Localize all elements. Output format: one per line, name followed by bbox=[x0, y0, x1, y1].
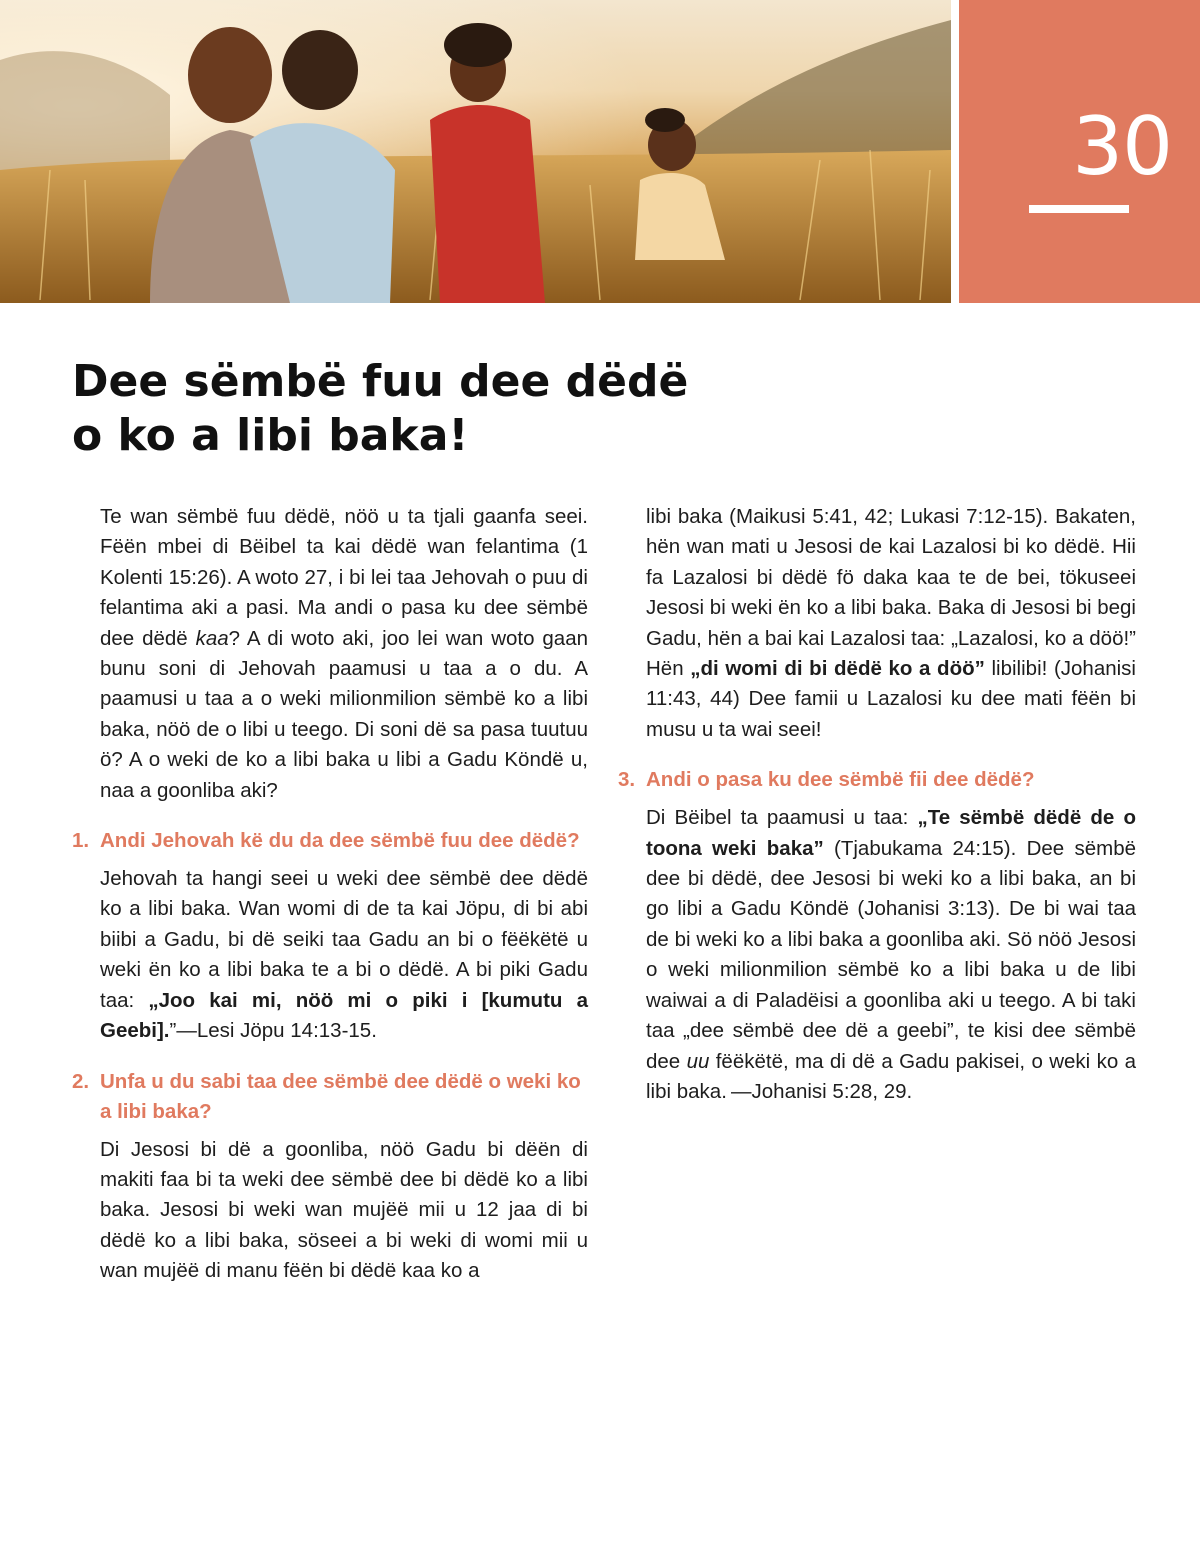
answer-2-paragraph-part-2: libi baka (Maikusi 5:41, 42; Lukasi 7:12-15). Bakaten, hën wan mati u Jesosi de kai Lazalosi bi ko dëdë. Hii fa Lazalosi bi dëdë fö daka kaa te de bei, tökuseei Jesosi bi weki ën ko a libi baka. Baka di Jesosi bi begi Gadu, hën a bai kai Lazalosi taa: „Lazalosi, ko a döö!” Hën „di womi di bi dëdë ko a döö” libilibi! (Johanisi 11:43, 44) Dee famii u Lazalosi ku dee mati fëën bi musu u ta wai seei! bbox=[646, 505, 1136, 741]
intro-paragraph: Te wan sëmbë fuu dëdë, nöö u ta tjali gaanfa seei. Fëën mbei di Bëibel ta kai dëdë wan felantima (1 Kolenti 15:26). A woto 27, i bi lei taa Jehovah o puu di felantima aki a pasi. Ma andi o pasa ku dee sëmbë dee dëdë kaa? A di woto aki, joo lei wan woto gaan bunu soni di Jehovah paamusi u taa a o du. A paamusi u taa a o weki milionmilion sëmbë ko a libi baka, nöö de o libi u teego. Di soni dë sa pasa tuutuu ö? A o weki de ko a libi baka u libi a Gadu Köndë u, naa a goonliba aki? bbox=[100, 505, 588, 802]
chapter-number: 30 bbox=[1072, 100, 1172, 193]
left-column bbox=[72, 502, 588, 1287]
question-3 bbox=[618, 765, 1136, 795]
photo-illustration bbox=[0, 0, 951, 303]
title-line-2: o ko a libi baka! bbox=[72, 410, 469, 461]
right-column bbox=[618, 502, 1136, 1107]
question-text: Andi Jehovah kë du da dee sëmbë fuu dee dëdë? bbox=[100, 829, 580, 853]
page-title bbox=[72, 355, 772, 463]
question-2 bbox=[72, 1067, 588, 1127]
question-number: 2. bbox=[72, 1069, 90, 1093]
question-text: Andi o pasa ku dee sëmbë fii dee dëdë? bbox=[646, 768, 1035, 792]
question-number: 1. bbox=[72, 829, 90, 853]
chapter-badge bbox=[959, 0, 1200, 303]
answer-1-paragraph: Jehovah ta hangi seei u weki dee sëmbë dee dëdë ko a libi baka. Wan womi di de ta kai Jöpu, di bi abi biibi a Gadu, bi dë seiki taa Gadu an bi o fëëkëtë u weki ën ko a libi baka te a bi o dëdë. A bi piki Gadu taa: „Joo kai mi, nöö mi o piki i [kumutu a Geebi].”—Lesi Jöpu 14:13-15. bbox=[100, 867, 588, 1043]
answer-3-paragraph: Di Bëibel ta paamusi u taa: „Te sëmbë dëdë de o toona weki baka” (Tjabukama 24:15). Dee sëmbë dee bi dëdë, dee Jesosi bi weki ko a libi baka, an bi go libi a Gadu Köndë (Johanisi 3:13). De bi wai taa de bi weki ko a libi baka a goonliba aki. Sö nöö Jesosi o weki milionmilion sëmbë ko a libi baka u de libi waiwai a di Paladëisi a goonliba aki u teego. A bi taki taa „dee sëmbë dee dë a geebi”, te kisi dee sëmbë dee uu fëëkëtë, ma di dë a Gadu pakisei, o weki ko a libi baka. —Johanisi 5:28, 29. bbox=[646, 806, 1136, 1103]
chapter-rule bbox=[1029, 205, 1129, 213]
question-1 bbox=[72, 826, 588, 856]
question-number: 3. bbox=[618, 768, 636, 792]
answer-2-paragraph-part-1: Di Jesosi bi dë a goonliba, nöö Gadu bi dëën di makiti faa bi ta weki dee sëmbë dee bi dëdë ko a libi baka. Jesosi bi weki wan mujëë mii u 12 jaa di bi dëdë ko a libi baka, söseei a bi weki di womi mii u wan mujëë di manu fëën bi dëdë kaa ko a bbox=[100, 1137, 588, 1283]
question-text: Unfa u du sabi taa dee sëmbë dee dëdë o weki ko a libi baka? bbox=[100, 1069, 581, 1123]
header-photo bbox=[0, 0, 951, 303]
title-line-1: Dee sëmbë fuu dee dëdë bbox=[72, 356, 689, 407]
